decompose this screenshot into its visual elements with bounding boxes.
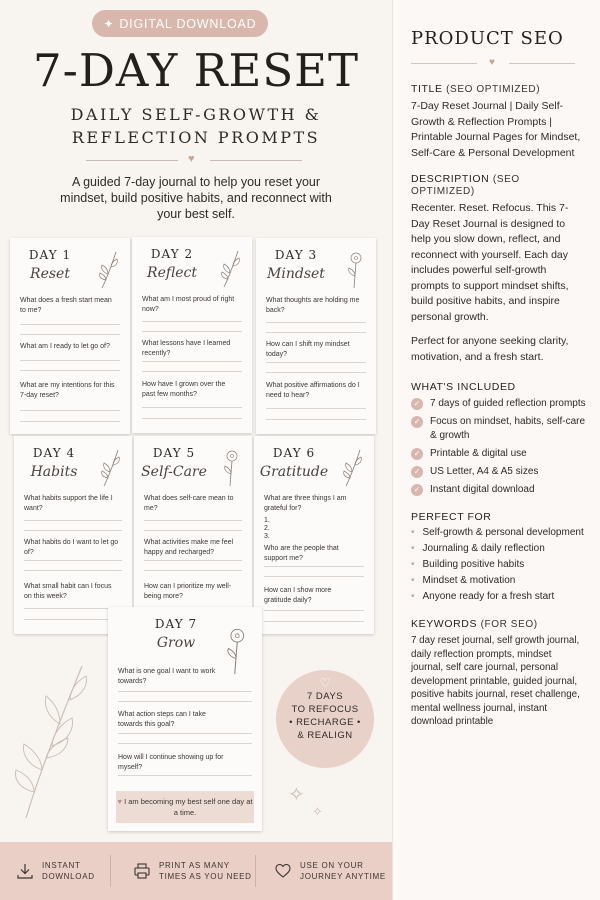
bullet-icon: • <box>411 527 415 538</box>
check-icon: ✓ <box>411 484 423 496</box>
card-day: DAY 7 <box>154 617 198 631</box>
card-word: Reset <box>30 266 70 282</box>
seo-divider <box>411 57 586 71</box>
intro-text: A guided 7-day journal to help you reset your mindset, build positive habits, and reconnect with your best self. <box>60 175 332 221</box>
seo-title-text: 7-Day Reset Journal | Daily Self-Growth & Reflection Prompts | Printable Journal Pages for Mindset, Self-Care & Personal Development <box>411 100 581 159</box>
card-question-3: What small habit can I focus on this week? <box>24 583 112 600</box>
card-word: Grow <box>156 635 196 651</box>
subtitle <box>0 103 392 149</box>
flower-sprig-icon <box>344 250 366 290</box>
keywords-label: KEYWORDS (FOR SEO) <box>411 618 538 630</box>
bullet-icon: • <box>411 591 415 602</box>
perfect-item: • Mindset & motivation <box>411 575 516 586</box>
card-day: DAY 4 <box>32 446 76 460</box>
keywords-text: 7 day reset journal, self growth journal, daily reflection prompts, mindset journal, self care journal, personal development printable, guided journal, positive habits journal, reset challenge, mental wellness journal, instant download printable <box>411 635 580 727</box>
seo-heading: PRODUCT SEO <box>411 28 564 49</box>
subtitle-line-2: REFLECTION PROMPTS <box>71 128 321 147</box>
heart-outline-icon: ♡ <box>319 676 331 690</box>
circle-line-1: 7 DAYS <box>306 691 344 702</box>
card-question-3: How will I continue showing up for myself? <box>118 754 224 771</box>
footer-item-print: PRINT AS MANY TIMES AS YOU NEED <box>133 860 255 882</box>
perfect-item: • Building positive habits <box>411 559 525 570</box>
leaf-sprig-icon <box>98 250 120 290</box>
card-question-1: What does self-care mean to me? <box>144 495 234 512</box>
whats-included-label: WHAT'S INCLUDED <box>411 381 516 393</box>
seo-description-text-2: Perfect for anyone seeking clarity, motivation, and a fresh start. <box>411 335 569 363</box>
leaf-sprig-icon <box>342 448 364 488</box>
card-list-item: 2. <box>264 525 270 532</box>
card-question-2: What habits do I want to let go of? <box>24 539 119 556</box>
card-question-2: Who are the people that support me? <box>264 545 339 562</box>
card-day: DAY 6 <box>272 446 316 460</box>
card-word: Gratitude <box>259 464 329 480</box>
feature-footer <box>0 842 392 900</box>
subtitle-line-1: DAILY SELF-GROWTH & <box>70 105 322 124</box>
product-seo-panel <box>392 0 600 900</box>
heart-icon: ♥ <box>188 153 195 165</box>
card-question-2: What activities make me feel happy and recharged? <box>144 539 234 556</box>
card-question-3: How have I grown over the past few months? <box>142 381 226 398</box>
card-day: DAY 1 <box>28 248 72 262</box>
botanical-branch-icon <box>12 660 96 820</box>
journal-card-day-7 <box>108 607 262 831</box>
seo-title-label: TITLE (SEO OPTIMIZED) <box>411 83 541 95</box>
journal-card-day-5 <box>134 436 252 634</box>
card-day: DAY 3 <box>274 248 318 262</box>
card-day: DAY 5 <box>152 446 196 460</box>
perfect-item: • Anyone ready for a fresh start <box>411 591 555 602</box>
journal-card-day-1 <box>10 238 130 434</box>
sparkle-icon: ✧ <box>288 784 305 806</box>
card-question-2: What action steps can I take towards this goal? <box>118 711 206 728</box>
included-item: ✓ Focus on mindset, habits, self-care & growth <box>411 415 586 443</box>
card-day: DAY 2 <box>150 247 194 261</box>
card-word: Mindset <box>267 266 325 282</box>
main-title: 7-DAY RESET <box>32 44 360 97</box>
badge-label: DIGITAL DOWNLOAD <box>119 16 257 31</box>
flower-sprig-icon <box>220 448 242 488</box>
perfect-item: • Journaling & daily reflection <box>411 543 545 554</box>
digital-download-badge <box>92 10 268 37</box>
journal-card-day-3 <box>256 238 376 434</box>
included-item: ✓ Instant digital download <box>411 483 586 497</box>
card-question-3: What are my intentions for this 7-day reset? <box>20 382 115 399</box>
bullet-icon: • <box>411 559 415 570</box>
seo-description-label: DESCRIPTION (SEO OPTIMIZED) <box>411 173 520 197</box>
card-question-1: What does a fresh start mean to me? <box>20 297 112 314</box>
download-icon <box>16 862 34 880</box>
card-question-3: How can I prioritize my well-being more? <box>144 583 232 600</box>
card-word: Reflect <box>147 265 197 281</box>
leaf-sprig-icon <box>100 448 122 488</box>
journal-card-day-2 <box>132 237 252 433</box>
journal-card-day-4 <box>14 436 132 634</box>
seven-days-circle <box>276 670 374 768</box>
circle-line-2: TO REFOCUS <box>291 704 359 715</box>
check-icon: ✓ <box>411 448 423 460</box>
card-word: Habits <box>30 464 78 480</box>
perfect-item: • Self-growth & personal development <box>411 527 584 538</box>
heart-icon <box>274 862 292 880</box>
footer-item-download: INSTANT DOWNLOAD <box>16 860 110 882</box>
included-item: ✓ Printable & digital use <box>411 447 586 461</box>
perfect-for-label: PERFECT FOR <box>411 511 492 523</box>
included-item: ✓ US Letter, A4 & A5 sizes <box>411 465 586 479</box>
card-list-item: 3. <box>264 533 270 540</box>
sparkle-icon: ✦ <box>103 16 115 31</box>
card-list-item: 1. <box>264 517 270 524</box>
whats-included-list <box>411 397 586 497</box>
check-icon: ✓ <box>411 416 423 428</box>
card-question-2: What lessons have I learned recently? <box>142 340 231 357</box>
leaf-sprig-icon <box>220 249 242 289</box>
perfect-for-list <box>411 526 586 604</box>
footer-item-journey: USE ON YOUR JOURNEY ANYTIME <box>274 860 386 882</box>
card-question-2: What am I ready to let go of? <box>20 343 110 350</box>
check-icon: ✓ <box>411 398 423 410</box>
journal-card-day-6 <box>254 436 374 634</box>
divider-right <box>210 160 302 161</box>
card-question-1: What am I most proud of right now? <box>142 296 235 313</box>
card-question-2: How can I shift my mindset today? <box>266 341 350 358</box>
affirmation-note: ♥ I am becoming my best self one day at a time. <box>116 791 254 823</box>
bullet-icon: • <box>411 543 415 554</box>
card-question-1: What thoughts are holding me back? <box>266 297 360 314</box>
heart-icon: ♥ <box>489 57 495 68</box>
bullet-icon: • <box>411 575 415 586</box>
divider-left <box>86 160 178 161</box>
card-word: Self-Care <box>141 464 207 480</box>
included-item: ✓ 7 days of guided reflection prompts <box>411 397 586 411</box>
seo-description-text: Recenter. Reset. Refocus. This 7-Day Reset Journal is designed to help you slow down, reflect, and reconnect with yourself. Each day includes powerful self-growth prompts to support mindset shifts, build positive habits, and inspire personal growth. <box>411 202 569 323</box>
sparkle-icon: ✧ <box>312 804 323 819</box>
circle-line-3: • RECHARGE • <box>289 717 361 728</box>
card-question-3: What positive affirmations do I need to hear? <box>266 382 360 399</box>
small-heart-icon: ♥ <box>117 797 125 806</box>
printer-icon <box>133 862 151 880</box>
card-question-1: What is one goal I want to work towards? <box>118 668 216 685</box>
card-question-1: What are three things I am grateful for? <box>264 495 347 512</box>
card-question-1: What habits support the life I want? <box>24 495 113 512</box>
check-icon: ✓ <box>411 466 423 478</box>
circle-line-4: & REALIGN <box>297 730 353 741</box>
card-question-3: How can I show more gratitude daily? <box>264 587 332 604</box>
